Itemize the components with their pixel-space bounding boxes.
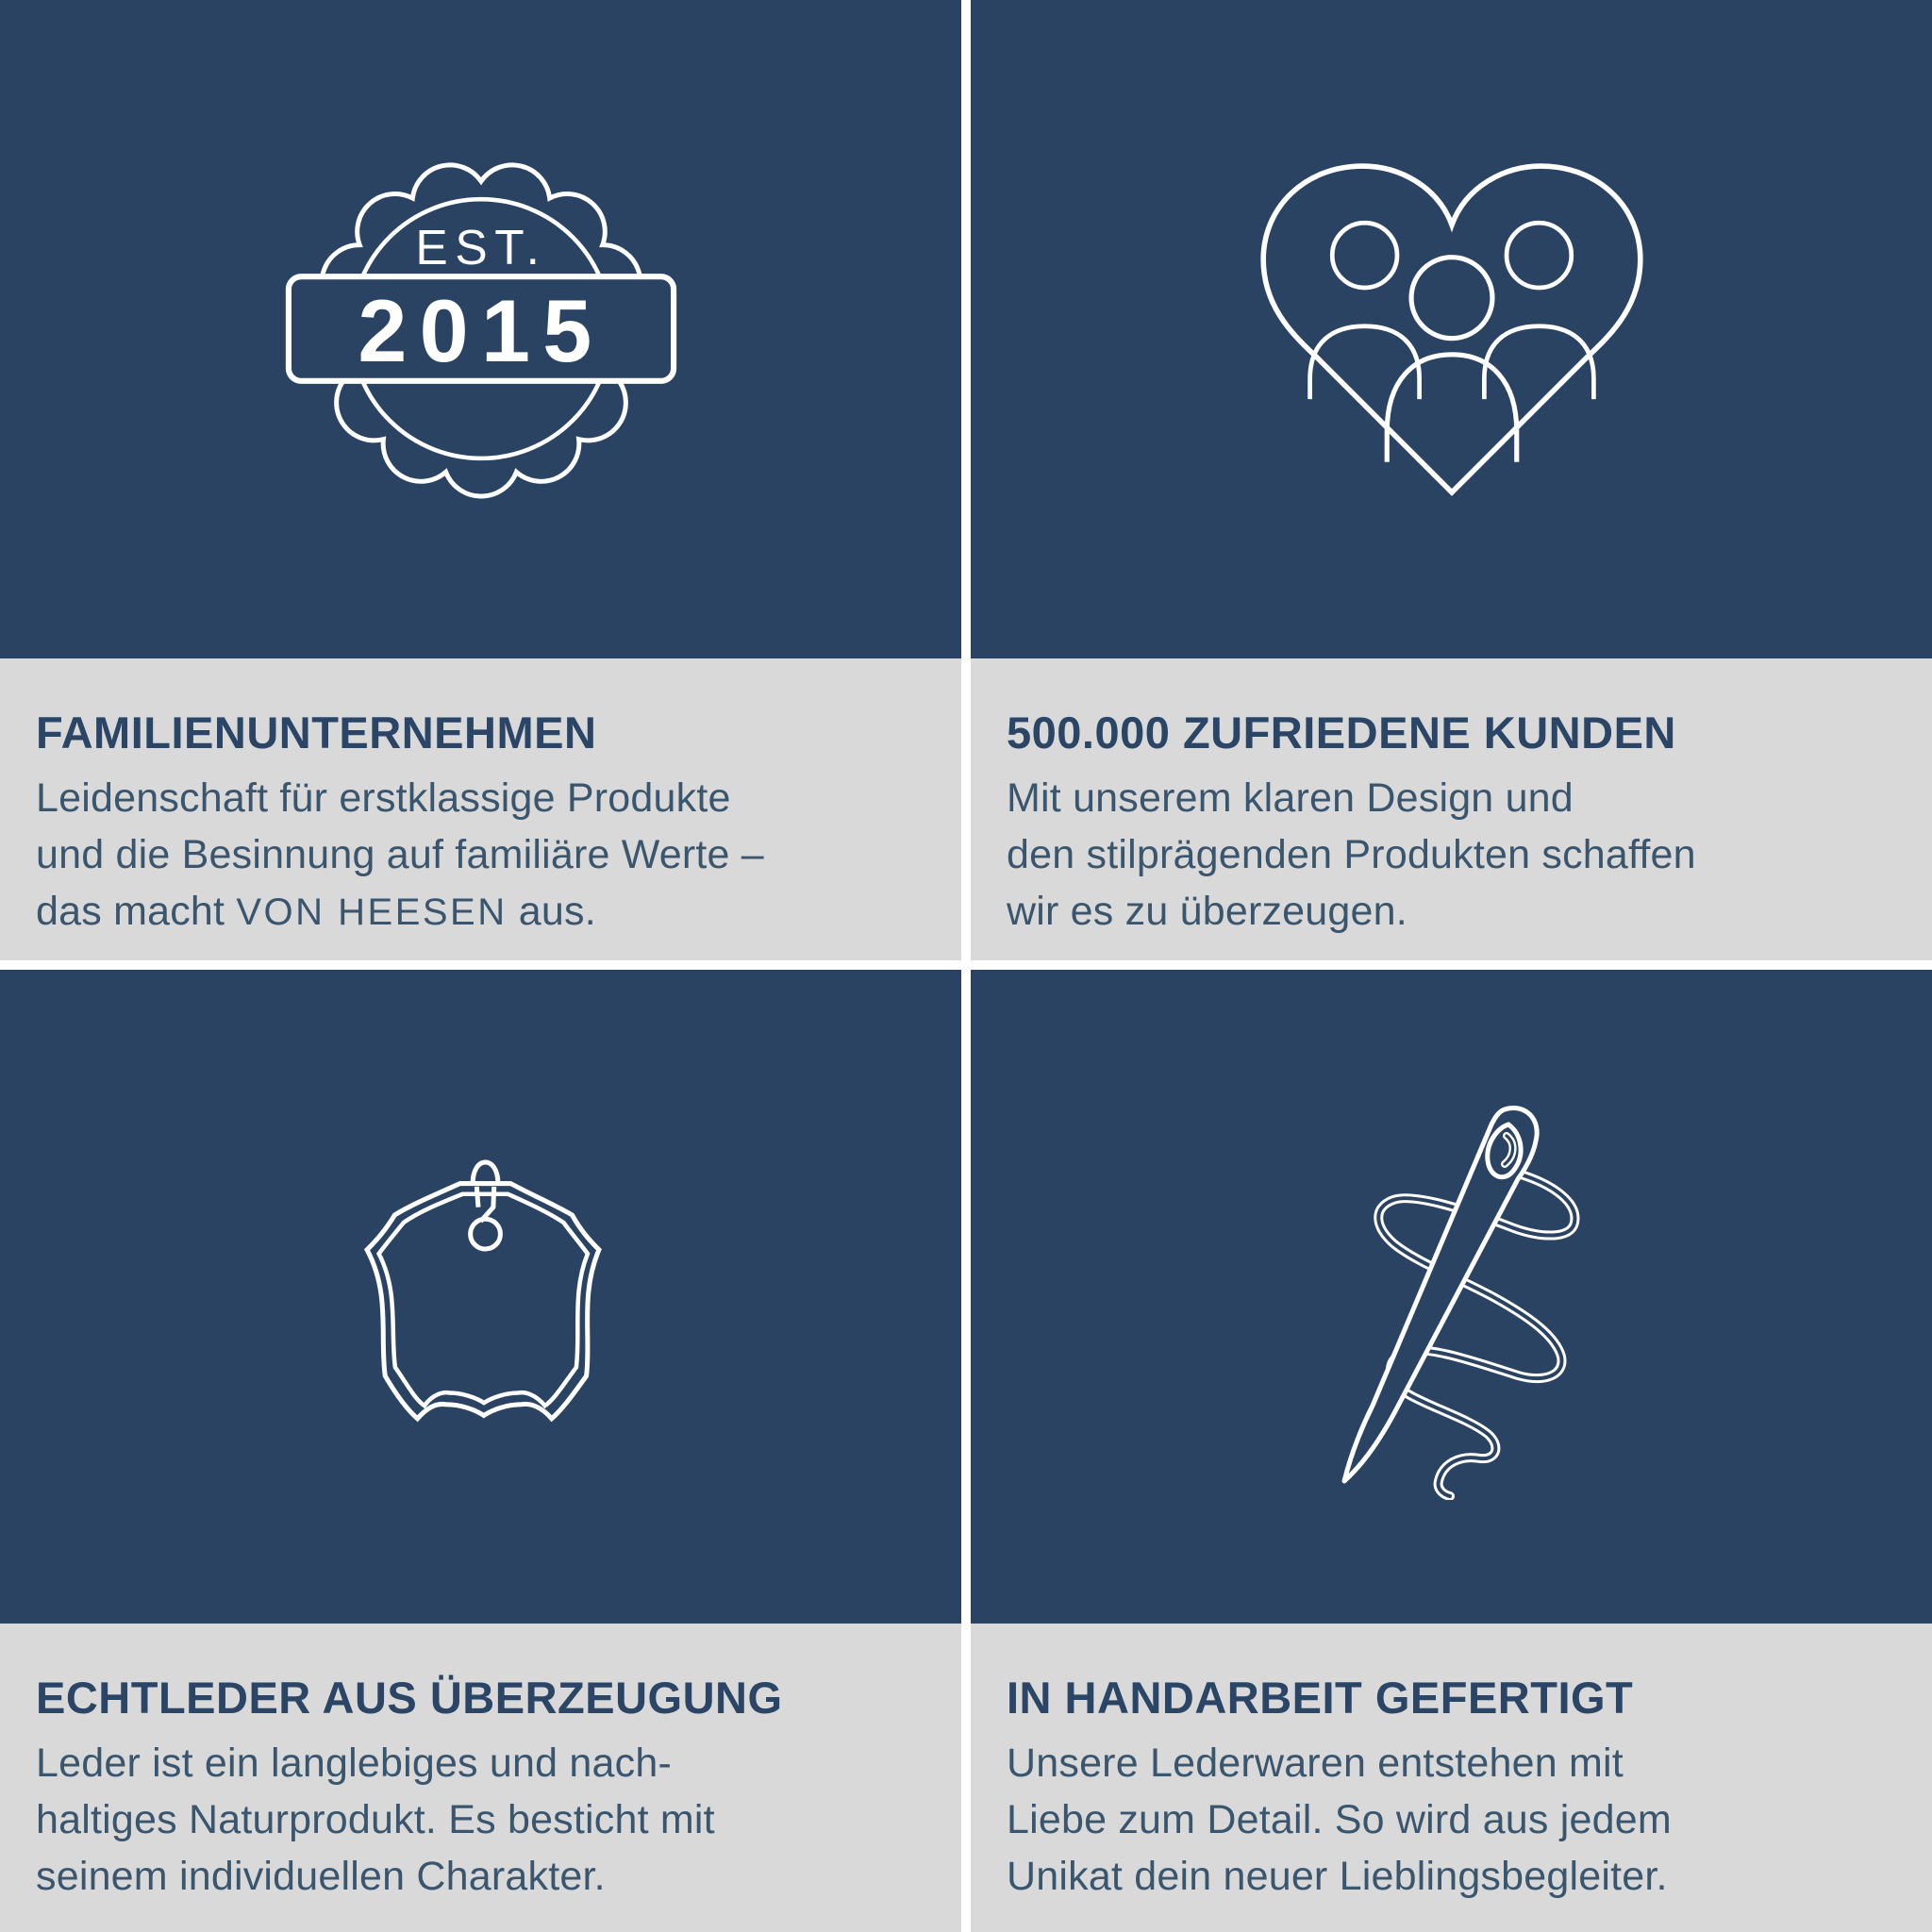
person-right-head	[1507, 223, 1572, 288]
panel-body-line: Leidenschaft für erstklassige Produkte	[36, 775, 731, 821]
panel-body-line: haltiges Naturprodukt. Es besticht mit	[36, 1797, 715, 1842]
needle-thread-icon	[1310, 1094, 1593, 1500]
panel-handarbeit	[971, 970, 1932, 1932]
panel-heading: 500.000 ZUFRIEDENE KUNDEN	[1007, 708, 1676, 758]
panel-body-line: den stilprägenden Produkten schaffen	[1007, 832, 1696, 877]
panel-familienunternehmen	[0, 0, 961, 960]
leather-icon-area	[0, 970, 961, 1624]
panel-body-line: wir es zu überzeugen.	[1007, 889, 1407, 934]
person-center-head	[1411, 258, 1492, 339]
panel-echtleder	[0, 970, 961, 1932]
handarbeit-text	[971, 1624, 1932, 1932]
badge-est-label: EST.	[414, 219, 547, 275]
hide-inner-outline	[379, 1193, 588, 1405]
panel-body-line: seinem individuellen Charakter.	[36, 1854, 606, 1899]
person-right-body	[1484, 326, 1593, 399]
heart-outline	[1263, 166, 1641, 492]
panel-body-line: Unsere Lederwaren entstehen mit	[1007, 1740, 1624, 1786]
person-left-head	[1332, 223, 1397, 288]
heart-icon-area	[971, 0, 1932, 658]
line3-prefix: das macht	[36, 889, 237, 934]
panel-heading: ECHTLEDER AUS ÜBERZEUGUNG	[36, 1673, 783, 1723]
tag-loop-left	[476, 1186, 478, 1207]
panel-body-line: Leder ist ein langlebiges und nach-	[36, 1740, 672, 1786]
panel-body-line: Liebe zum Detail. So wird aus jedem	[1007, 1797, 1672, 1842]
badge-year-label: 2015	[357, 280, 605, 380]
panel-body-line: und die Besinnung auf familiäre Werte –	[36, 832, 764, 877]
est-2015-badge-icon	[283, 145, 679, 514]
heart-family-icon	[1249, 152, 1655, 507]
line3-suffix: aus.	[507, 889, 596, 934]
tag-loop-right	[481, 1186, 494, 1221]
badge-icon-area	[0, 0, 961, 658]
panel-heading: FAMILIENUNTERNEHMEN	[36, 708, 597, 758]
panel-body-line: Unikat dein neuer Lieblingsbegleiter.	[1007, 1854, 1668, 1899]
panel-heading: IN HANDARBEIT GEFERTIGT	[1007, 1673, 1634, 1723]
tag-dome	[473, 1161, 498, 1183]
needle-icon-area	[971, 970, 1932, 1624]
echtleder-text	[0, 1624, 961, 1932]
leather-hide-icon	[323, 1124, 639, 1471]
tag-hole	[471, 1219, 501, 1249]
person-left-body	[1309, 326, 1419, 399]
brand-name: VON HEESEN	[236, 891, 508, 933]
panel-body-line	[36, 883, 933, 941]
panel-body-line: Mit unserem klaren Design und	[1007, 775, 1574, 821]
familienunternehmen-text	[0, 658, 961, 960]
zufriedene-kunden-text	[971, 658, 1932, 960]
panel-zufriedene-kunden	[971, 0, 1932, 960]
